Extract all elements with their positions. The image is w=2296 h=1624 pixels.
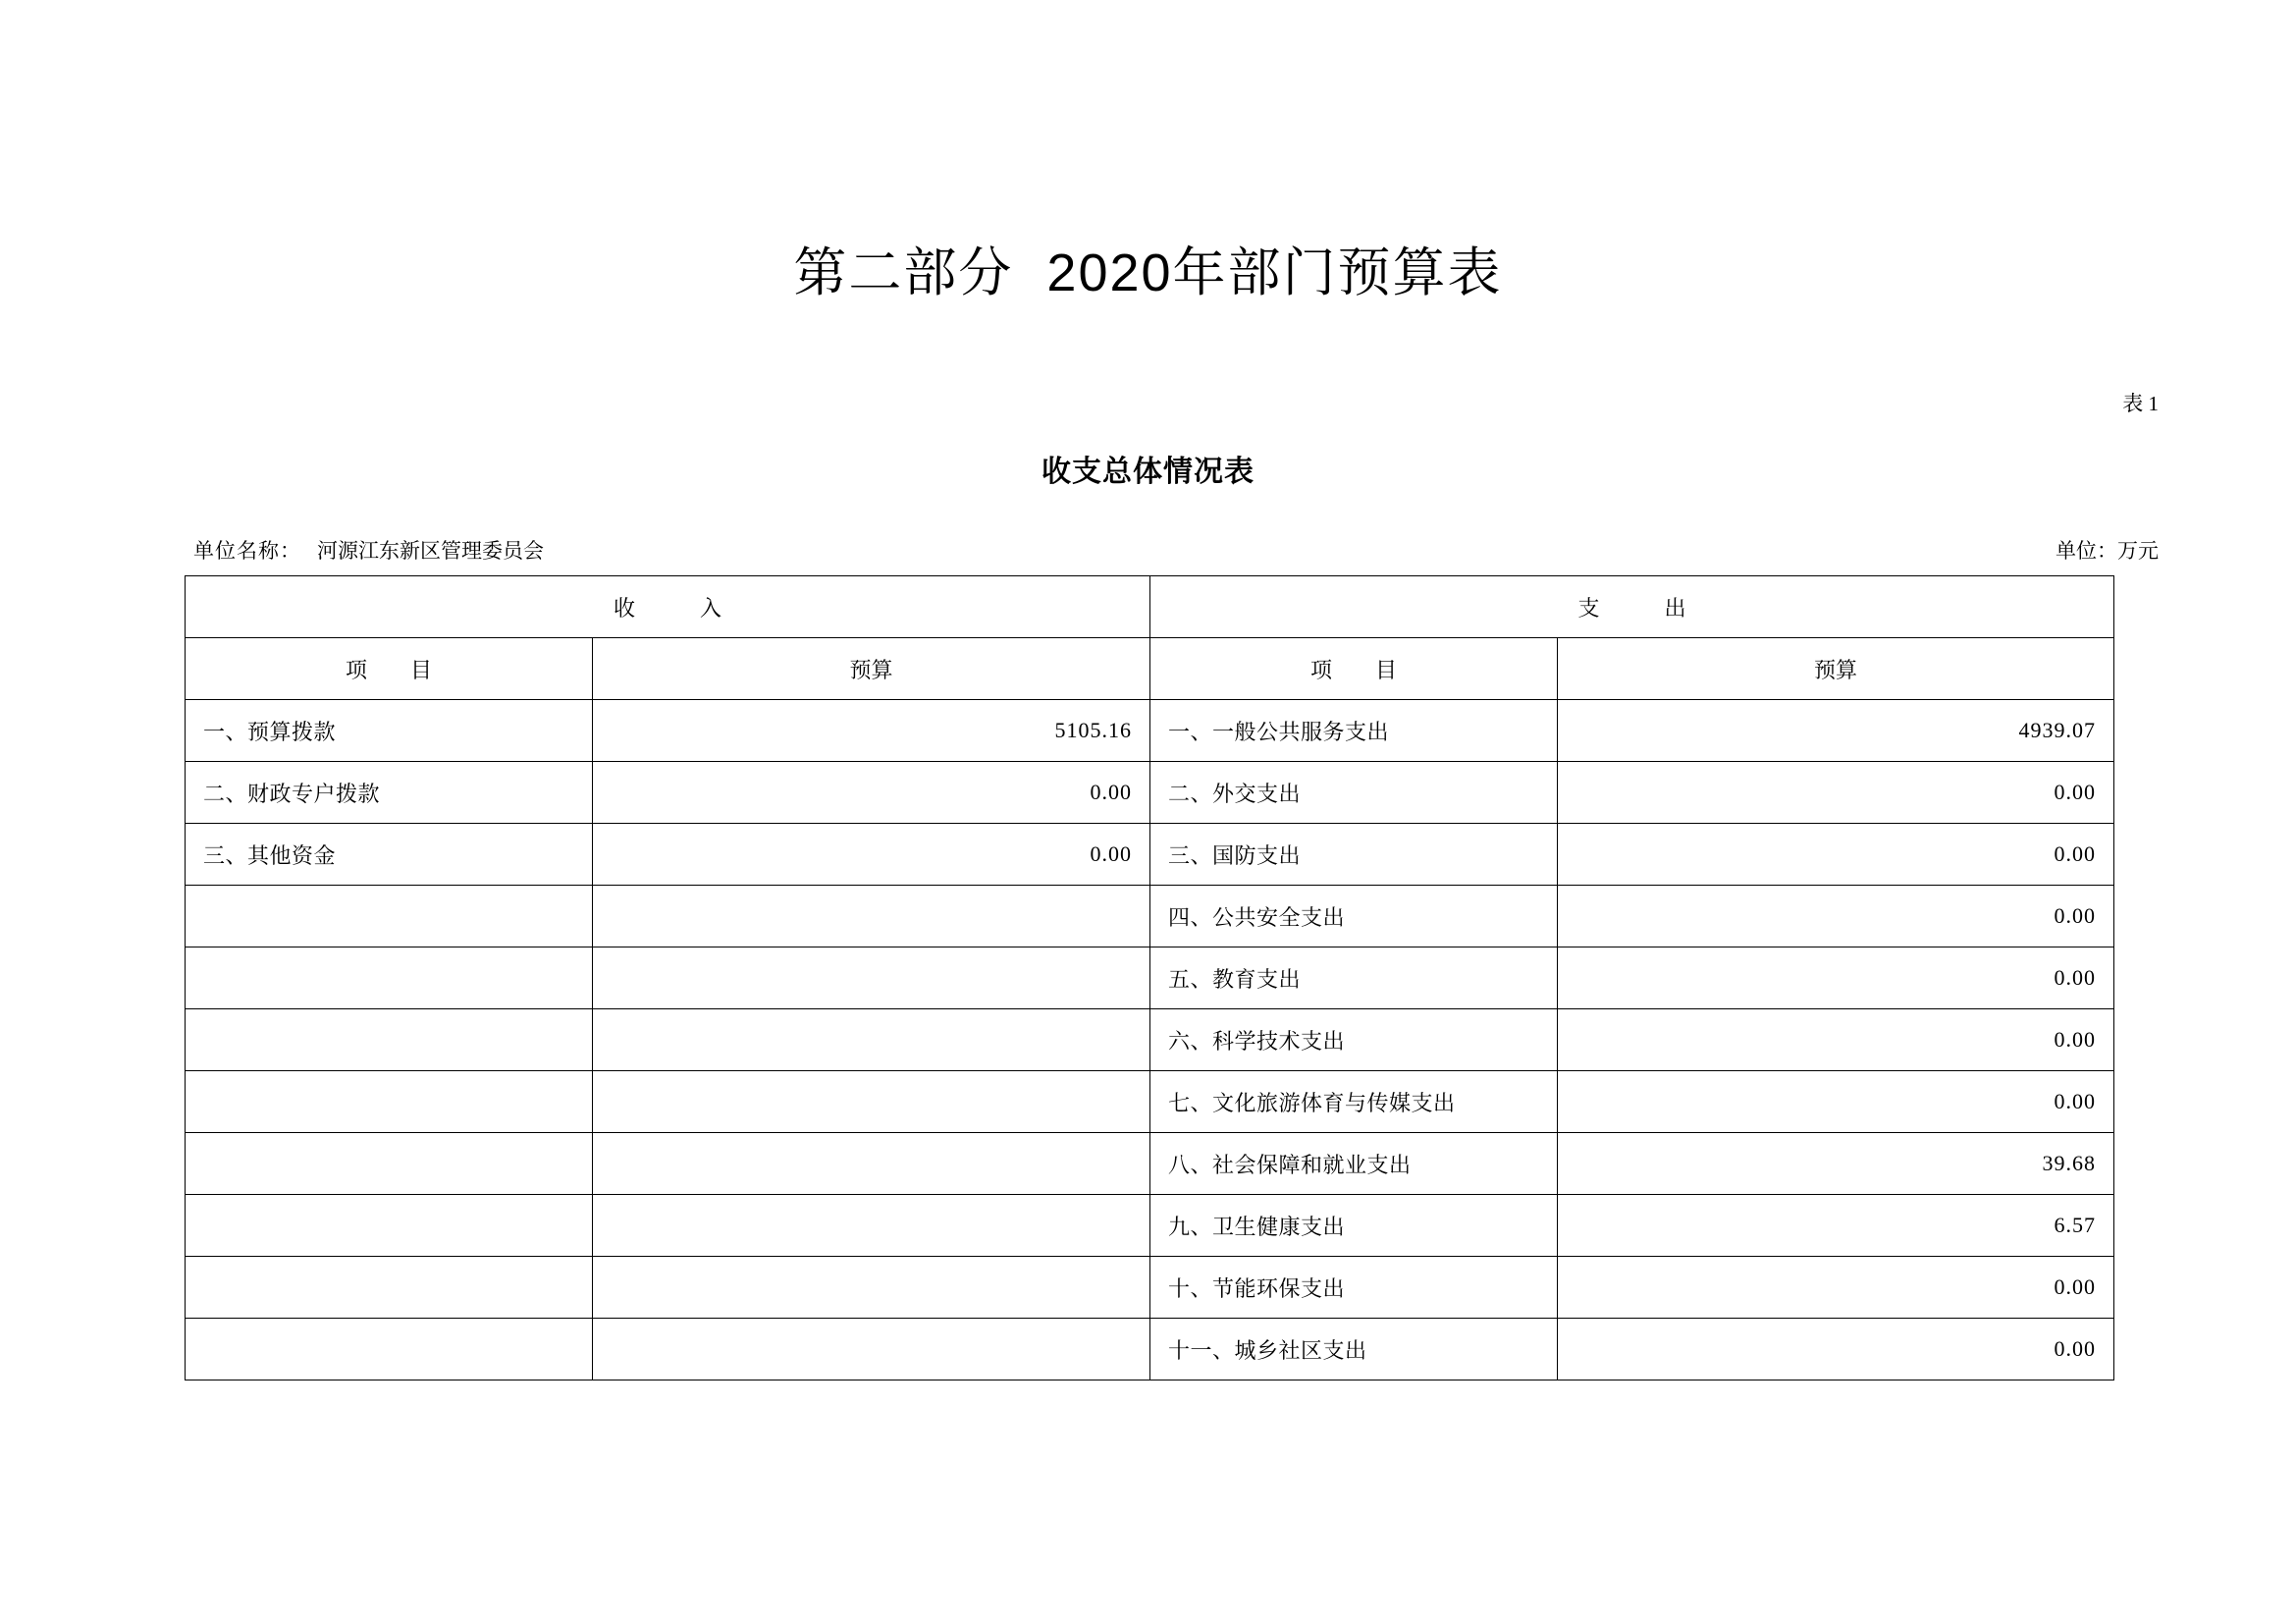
income-budget: [593, 947, 1150, 1009]
table-column-header-row: [186, 638, 2114, 700]
income-item: 二、财政专户拨款: [186, 762, 593, 824]
expenditure-budget: 0.00: [1558, 1319, 2114, 1380]
table-row: [186, 886, 2114, 947]
table-row: [186, 1319, 2114, 1380]
expenditure-item: 七、文化旅游体育与传媒支出: [1150, 1071, 1558, 1133]
expenditure-item: 四、公共安全支出: [1150, 886, 1558, 947]
income-item: [186, 1009, 593, 1071]
income-budget: 0.00: [593, 824, 1150, 886]
column-header-expenditure-budget: 预算: [1558, 638, 2114, 700]
unit-name-label: 单位名称：: [193, 539, 301, 563]
unit-name-value: 河源江东新区管理委员会: [317, 539, 544, 563]
table-row: [186, 1133, 2114, 1195]
table-row: [186, 1009, 2114, 1071]
expenditure-item: 二、外交支出: [1150, 762, 1558, 824]
income-budget: [593, 1319, 1150, 1380]
table-number: 表 1: [2122, 392, 2159, 415]
expenditure-item: 十一、城乡社区支出: [1150, 1319, 1558, 1380]
table-row: [186, 824, 2114, 886]
table-row: [186, 762, 2114, 824]
column-header-income-budget: 预算: [593, 638, 1150, 700]
income-item: [186, 947, 593, 1009]
income-budget: 5105.16: [593, 700, 1150, 762]
expenditure-budget: 4939.07: [1558, 700, 2114, 762]
income-budget: [593, 1071, 1150, 1133]
column-header-income-item: 项 目: [186, 638, 593, 700]
expenditure-item: 五、教育支出: [1150, 947, 1558, 1009]
table-row: [186, 1195, 2114, 1257]
table-row: [186, 1257, 2114, 1319]
expenditure-item: 六、科学技术支出: [1150, 1009, 1558, 1071]
expenditure-item: 一、一般公共服务支出: [1150, 700, 1558, 762]
expenditure-budget: 0.00: [1558, 1071, 2114, 1133]
expenditure-budget: 0.00: [1558, 886, 2114, 947]
table-row: [186, 1071, 2114, 1133]
expenditure-budget: 0.00: [1558, 762, 2114, 824]
group-header-expenditure: 支 出: [1150, 576, 2114, 638]
income-budget: 0.00: [593, 762, 1150, 824]
income-item: 一、预算拨款: [186, 700, 593, 762]
expenditure-item: 三、国防支出: [1150, 824, 1558, 886]
income-item: 三、其他资金: [186, 824, 593, 886]
page-title-main: 2020年部门预算表: [1046, 244, 1503, 302]
income-item: [186, 1071, 593, 1133]
expenditure-budget: 0.00: [1558, 1257, 2114, 1319]
column-header-expenditure-item: 项 目: [1150, 638, 1558, 700]
income-item: [186, 1133, 593, 1195]
expenditure-item: 八、社会保障和就业支出: [1150, 1133, 1558, 1195]
unit-measure: 单位：万元: [2056, 539, 2159, 563]
income-item: [186, 1195, 593, 1257]
budget-table: [185, 575, 2114, 1380]
income-budget: [593, 886, 1150, 947]
group-header-income: 收 入: [186, 576, 1150, 638]
expenditure-item: 九、卫生健康支出: [1150, 1195, 1558, 1257]
expenditure-budget: 6.57: [1558, 1195, 2114, 1257]
expenditure-budget: 0.00: [1558, 1009, 2114, 1071]
table-row: [186, 947, 2114, 1009]
table-group-header-row: [186, 576, 2114, 638]
table-row: [186, 700, 2114, 762]
expenditure-budget: 39.68: [1558, 1133, 2114, 1195]
expenditure-budget: 0.00: [1558, 824, 2114, 886]
income-budget: [593, 1257, 1150, 1319]
income-budget: [593, 1195, 1150, 1257]
income-item: [186, 886, 593, 947]
page-title-part: 第二部分: [793, 244, 1014, 302]
page-title: [0, 231, 2296, 306]
income-item: [186, 1257, 593, 1319]
expenditure-budget: 0.00: [1558, 947, 2114, 1009]
sheet-title: 收支总体情况表: [1041, 456, 1255, 488]
unit-name: [193, 535, 544, 565]
income-item: [186, 1319, 593, 1380]
income-budget: [593, 1133, 1150, 1195]
income-budget: [593, 1009, 1150, 1071]
expenditure-item: 十、节能环保支出: [1150, 1257, 1558, 1319]
